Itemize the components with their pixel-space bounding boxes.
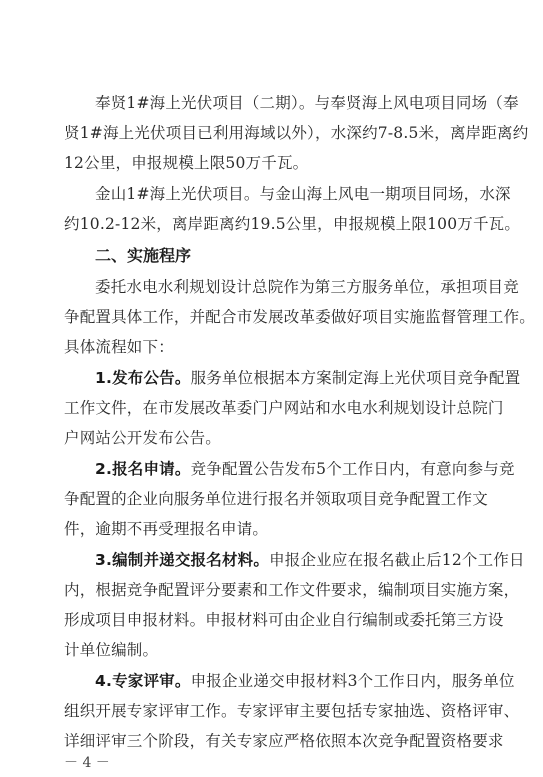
paragraph-line: 委托水电水利规划设计总院作为第三方服务单位，承担项目竞 <box>95 278 519 296</box>
paragraph-line: 内，根据竞争配置评分要素和工作文件要求，编制项目实施方案， <box>64 581 520 599</box>
paragraph-line: 件，逾期不再受理报名申请。 <box>64 520 269 538</box>
step-1-title: 1.发布公告。 <box>95 369 191 387</box>
step-4-line <box>95 671 515 691</box>
paragraph-line: 形成项目申报材料。申报材料可由企业自行编制或委托第三方设 <box>64 611 504 629</box>
paragraph-line: 详细评审三个阶段，有关专家应严格依照本次竞争配置资格要求 <box>64 732 504 750</box>
paragraph-line: 组织开展专家评审工作。专家评审主要包括专家抽选、资格评审、 <box>64 702 520 720</box>
step-1-line <box>95 368 521 388</box>
step-1-text: 服务单位根据本方案制定海上光伏项目竞争配置 <box>190 369 521 387</box>
paragraph-line: 争配置具体工作，并配合市发展改革委做好项目实施监督管理工作。 <box>64 308 536 326</box>
paragraph-line: 争配置的企业向服务单位进行报名并领取项目竞争配置工作文 <box>64 490 488 508</box>
paragraph-line: 12公里，申报规模上限50万千瓦。 <box>64 154 309 172</box>
step-3-line <box>95 550 525 570</box>
step-4-text: 申报企业递交申报材料3个工作日内，服务单位 <box>190 672 515 690</box>
step-3-title: 3.编制并递交报名材料。 <box>95 551 270 569</box>
page-number: － 4 － <box>64 755 110 771</box>
paragraph-line: 金山1#海上光伏项目。与金山海上风电一期项目同场，水深 <box>95 185 511 203</box>
step-3-text: 申报企业应在报名截止后12个工作日 <box>269 551 525 569</box>
step-2-line <box>95 459 515 479</box>
step-2-text: 竞争配置公告发布5个工作日内，有意向参与竞 <box>190 460 515 478</box>
paragraph-line: 贤1#海上光伏项目已利用海域以外），水深约7-8.5米，离岸距离约 <box>64 124 529 142</box>
step-4-title: 4.专家评审。 <box>95 672 191 690</box>
paragraph-line: 约10.2-12米，离岸距离约19.5公里，申报规模上限100万千瓦。 <box>64 215 521 233</box>
section-heading: 二、实施程序 <box>95 246 192 265</box>
step-2-title: 2.报名申请。 <box>95 460 191 478</box>
paragraph-line: 具体流程如下： <box>64 338 174 356</box>
paragraph-line: 户网站公开发布公告。 <box>64 429 222 447</box>
paragraph-line: 计单位编制。 <box>64 641 159 659</box>
paragraph-line: 工作文件，在市发展改革委门户网站和水电水利规划设计总院门 <box>64 399 504 417</box>
paragraph-line: 奉贤1#海上光伏项目（二期）。与奉贤海上风电项目同场（奉 <box>95 94 519 112</box>
